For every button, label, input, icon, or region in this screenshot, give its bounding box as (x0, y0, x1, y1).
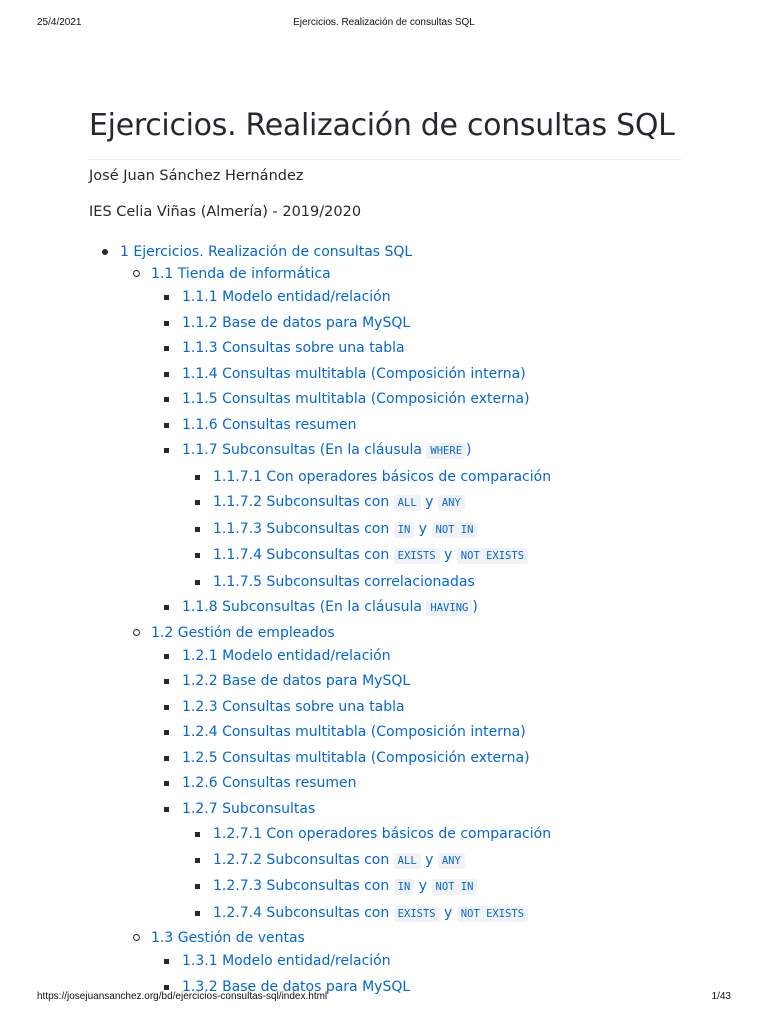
sql-keyword: NOT EXISTS (457, 906, 528, 922)
square-bullet (164, 756, 169, 761)
toc-item (151, 285, 551, 311)
sql-keyword: ALL (394, 853, 421, 869)
toc-link[interactable]: 1.2.2 Base de datos para MySQL (182, 673, 411, 689)
toc-link[interactable]: 1.1.1 Modelo entidad/relación (182, 289, 391, 305)
toc-link[interactable] (182, 442, 471, 458)
toc-item (182, 490, 551, 517)
toc-item (151, 797, 551, 928)
sql-keyword: ANY (438, 495, 465, 511)
toc-item (120, 263, 551, 622)
square-bullet (164, 295, 169, 300)
square-bullet (164, 346, 169, 351)
toc-link-text: 1.1.7.2 Subconsultas con (213, 494, 394, 510)
toc-item (151, 669, 551, 695)
toc-link[interactable] (213, 905, 528, 921)
square-bullet (164, 423, 169, 428)
toc-sublist (120, 263, 551, 1000)
circle-bullet (133, 629, 140, 636)
toc-link[interactable] (182, 599, 478, 615)
toc-link[interactable]: 1.1.2 Base de datos para MySQL (182, 314, 411, 331)
toc-item (151, 595, 551, 622)
toc-link-text: y (414, 878, 432, 894)
toc-item (151, 387, 551, 413)
toc-link-text: y (420, 851, 438, 868)
toc-item (151, 695, 551, 721)
square-bullet (195, 527, 200, 532)
square-bullet (164, 781, 169, 786)
sql-keyword: IN (394, 522, 415, 538)
toc-item (182, 517, 551, 544)
disc-bullet (102, 249, 108, 255)
toc-link-text: ) (472, 599, 478, 615)
toc-link[interactable]: 1.2.5 Consultas multitabla (Composición externa) (182, 749, 530, 766)
school-info: IES Celia Viñas (Almería) - 2019/2020 (89, 204, 362, 220)
document-content (89, 100, 681, 995)
toc-item (151, 771, 551, 797)
sql-keyword: ALL (394, 495, 421, 511)
toc-link[interactable]: 1.2.3 Consultas sobre una tabla (182, 698, 405, 715)
sql-keyword: NOT IN (432, 522, 478, 538)
toc-link[interactable] (213, 547, 528, 563)
square-bullet (164, 605, 169, 610)
square-bullet (164, 705, 169, 710)
toc-link[interactable] (213, 852, 465, 868)
square-bullet (164, 654, 169, 659)
print-header (0, 0, 768, 40)
toc-link-text: 1.1.7 Subconsultas (En la cláusula (182, 442, 427, 458)
toc-item (182, 848, 551, 875)
toc-item (182, 822, 551, 848)
toc-item (182, 570, 551, 596)
toc-link[interactable] (213, 494, 465, 510)
toc-link-text: y (414, 520, 432, 537)
toc-item (151, 720, 551, 746)
toc-link[interactable]: 1.2 Gestión de empleados (151, 624, 335, 641)
table-of-contents (89, 241, 551, 1000)
toc-item (151, 336, 551, 362)
square-bullet (195, 832, 200, 837)
toc-link[interactable]: 1 Ejercicios. Realización de consultas SQL (120, 244, 413, 260)
sql-keyword: NOT IN (432, 879, 478, 895)
toc-link[interactable]: 1.1 Tienda de informática (151, 266, 331, 282)
square-bullet (195, 553, 200, 558)
page-title: Ejercicios. Realización de consultas SQL (89, 100, 681, 160)
sql-keyword: NOT EXISTS (457, 548, 528, 564)
toc-link-text: 1.1.7.3 Subconsultas con (213, 520, 394, 537)
sql-keyword: EXISTS (394, 906, 440, 922)
toc-link-text: 1.1.8 Subconsultas (En la cláusula (182, 599, 427, 615)
square-bullet (195, 911, 200, 916)
toc-link-text: y (439, 904, 457, 921)
toc-link-text: 1.2.7.2 Subconsultas con (213, 851, 394, 868)
toc-item (151, 311, 551, 337)
toc-link[interactable]: 1.1.7.5 Subconsultas correlacionadas (213, 573, 475, 590)
circle-bullet (133, 934, 140, 941)
square-bullet (164, 448, 169, 453)
square-bullet (164, 397, 169, 402)
toc-link-text: ) (466, 442, 472, 458)
toc-item (151, 413, 551, 439)
toc-item (151, 949, 551, 975)
toc-link[interactable] (213, 521, 477, 537)
toc-sublist (182, 465, 551, 596)
sql-keyword: HAVING (426, 600, 472, 616)
toc-link-text: 1.1.7.4 Subconsultas con (213, 547, 394, 563)
circle-bullet (133, 270, 140, 277)
toc-item (182, 901, 551, 928)
toc-item (89, 241, 551, 1000)
toc-link[interactable]: 1.1.4 Consultas multitabla (Composición interna) (182, 365, 526, 382)
toc-sublist (151, 285, 551, 622)
square-bullet (164, 321, 169, 326)
toc-link-text: y (420, 494, 438, 510)
toc-link[interactable]: 1.2.7.1 Con operadores básicos de comparación (213, 826, 552, 842)
toc-item (151, 438, 551, 595)
toc-item (182, 874, 551, 901)
toc-link[interactable]: 1.1.3 Consultas sobre una tabla (182, 340, 405, 356)
toc-link-text: 1.2.7.4 Subconsultas con (213, 904, 394, 921)
square-bullet (195, 858, 200, 863)
square-bullet (164, 730, 169, 735)
toc-link-text: 1.2.7.3 Subconsultas con (213, 878, 394, 894)
print-date: 25/4/2021 (37, 17, 82, 28)
toc-link-text: y (439, 547, 457, 563)
toc-item (151, 746, 551, 772)
toc-sublist (182, 822, 551, 927)
toc-link[interactable] (213, 878, 477, 894)
sql-keyword: EXISTS (394, 548, 440, 564)
toc-link[interactable]: 1.3 Gestión de ventas (151, 930, 305, 946)
square-bullet (164, 372, 169, 377)
toc-link[interactable]: 1.1.7.1 Con operadores básicos de comparación (213, 468, 552, 485)
toc-link[interactable]: 1.3.1 Modelo entidad/relación (182, 953, 391, 969)
toc-link[interactable]: 1.2.4 Consultas multitabla (Composición interna) (182, 724, 526, 740)
toc-item (120, 622, 551, 928)
page-counter: 1/43 (711, 991, 731, 1002)
square-bullet (195, 884, 200, 889)
toc-item (182, 465, 551, 491)
toc-item (151, 644, 551, 670)
toc-link[interactable]: 1.2.6 Consultas resumen (182, 775, 357, 791)
toc-sublist (151, 644, 551, 928)
square-bullet (164, 807, 169, 812)
square-bullet (164, 959, 169, 964)
square-bullet (164, 679, 169, 684)
toc-item (151, 362, 551, 388)
square-bullet (195, 475, 200, 480)
square-bullet (195, 500, 200, 505)
toc-link[interactable]: 1.2.1 Modelo entidad/relación (182, 647, 391, 664)
toc-link[interactable]: 1.1.5 Consultas multitabla (Composición externa) (182, 391, 530, 407)
square-bullet (195, 580, 200, 585)
print-footer (0, 984, 768, 1024)
toc-link[interactable]: 1.1.6 Consultas resumen (182, 416, 357, 433)
toc-link[interactable]: 1.2.7 Subconsultas (182, 800, 316, 817)
sql-keyword: WHERE (426, 443, 466, 459)
sql-keyword: IN (394, 879, 415, 895)
print-url: https://josejuansanchez.org/bd/ejercicios-consultas-sql/index.html (37, 991, 328, 1002)
toc-item (182, 543, 551, 570)
print-title: Ejercicios. Realización de consultas SQL (293, 17, 475, 28)
sql-keyword: ANY (438, 853, 465, 869)
toc-link[interactable]: 1.3.2 Base de datos para MySQL (182, 978, 411, 995)
author-name: José Juan Sánchez Hernández (89, 168, 304, 184)
